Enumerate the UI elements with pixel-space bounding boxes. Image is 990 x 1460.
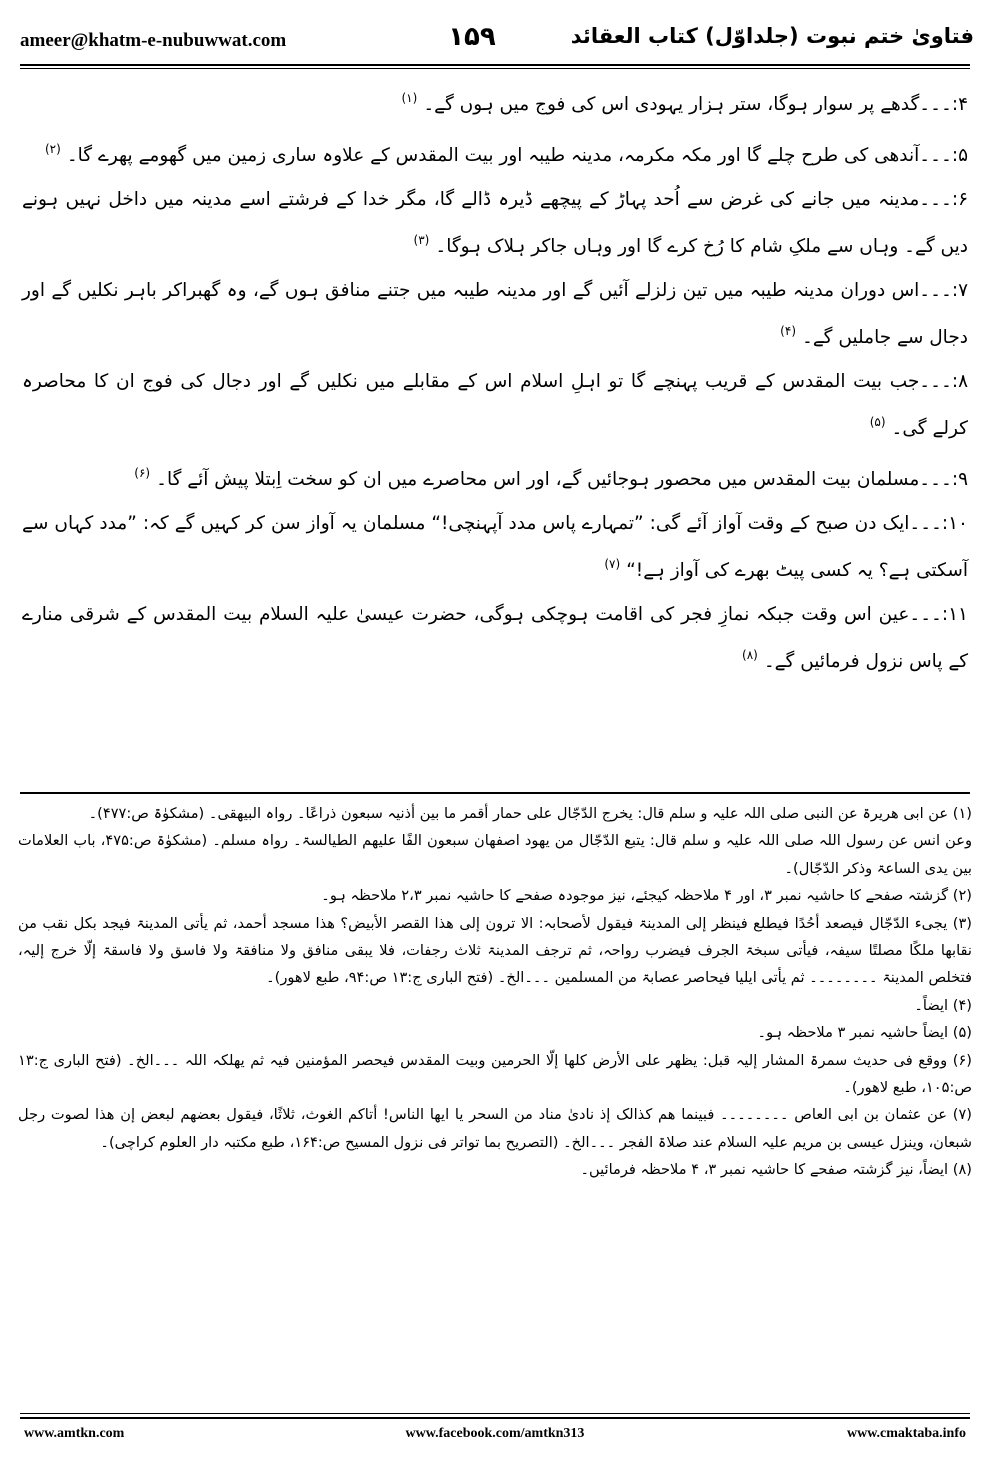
footnote: (۲) گزشتہ صفحے کا حاشیہ نمبر ۳، اور ۴ ملاحظہ کیجئے، نیز موجودہ صفحے کا حاشیہ نمبر ۲،۳ ملاحظہ ہو۔ — [321, 887, 972, 905]
footnote: وعن انس عن رسول اللہ صلی اللہ علیہ و سلم قال: یتبع الدّجّال من یھود اصفھان سبعون الفًا علیھم الطیالسۃ۔ رواہ مسلم۔ (مشکوٰۃ ص:۴۷۵، باب العلامات بین یدی الساعۃ وذکر الدّجّال)۔ — [18, 832, 972, 877]
paragraph — [22, 129, 968, 176]
footnotes — [18, 800, 972, 1184]
paragraph — [22, 504, 968, 591]
footer-link-left[interactable]: www.amtkn.com — [24, 1426, 125, 1441]
footnote-marker: (۶) — [134, 466, 151, 480]
footnote-marker: (۱) — [401, 91, 418, 105]
paragraph-text: ۵:۔۔۔آندھی کی طرح چلے گا اور مکہ مکرمہ، مدینہ طیبہ اور بیت المقدس کے علاوہ ساری زمین میں گھومے پھرے گا۔ — [66, 145, 968, 166]
footnote-marker: (۸) — [742, 648, 758, 662]
paragraph-text: ۱۰:۔۔۔ایک دن صبح کے وقت آواز آئے گی: ”تمہارے پاس مدد آپہنچی!“ مسلمان یہ آواز سن کر کہیں گے کہ: ”مدد کہاں سے آسکتی ہے؟ یہ کسی پیٹ بھرے کی آواز ہے!“ — [22, 513, 968, 581]
footnote-marker: (۵) — [869, 415, 886, 429]
footnote: (۳) یجیء الدّجّال فیصعد أحُدًا فیطلع فینظر إلی المدینۃ فیقول لأصحابہ: الا ترون إلی ھذا القصر الأبیض؟ ھذا مسجد أحمد، ثم یأتی المدینۃ فیجد بکل نقب من نقابھا ملکًا مصلتًا سیفہ، فیأتی سبخۃ الجرف فیضرب رواحہ، ثم ترجف المدینۃ ثلاث رجفات، فلا یبقی منافق ولا منافقۃ ولا فاسق ولا فاسقۃ إلّا خرج إلیہ، فتخلص المدینۃ ۔۔۔۔۔۔۔۔ ثم یأتی ایلیا فیحاصر عصابۃ من المسلمین ۔۔۔الخ۔ (فتح الباری ج:۱۳ ص:۹۴، طبع لاھور)۔ — [18, 914, 972, 987]
paragraph-text: ۱۱:۔۔۔عین اس وقت جبکہ نمازِ فجر کی اقامت ہوچکی ہوگی، حضرت عیسیٰ علیہ السلام بیت المقدس کے شرقی منارے کے پاس نزول فرمائیں گے۔ — [22, 604, 968, 672]
header-rule — [20, 64, 970, 66]
footer-link-right[interactable]: www.cmaktaba.info — [846, 1426, 966, 1441]
paragraph — [22, 453, 968, 500]
paragraph — [22, 78, 968, 125]
main-text — [22, 78, 968, 686]
paragraph — [22, 362, 968, 449]
paragraph-text: ۹:۔۔۔مسلمان بیت المقدس میں محصور ہوجائیں گے، اور اس محاصرے میں ان کو سخت اِبتلا پیش آئے گا۔ — [156, 469, 968, 490]
header-email: ameer@khatm-e-nubuwwat.com — [20, 30, 287, 51]
footnote: (۷) عن عثمان بن ابی العاص ۔۔۔۔۔۔۔۔ فبینما ھم کذالک إذ نادیٰ مناد من السحر یا ایھا الناس! أتاکم الغوث، ثلاثًا، فیقول بعضھم لبعض إن ھذا لصوت رجل شبعان، وینزل عیسی بن مریم علیہ السلام عند صلاۃ الفجر ۔۔۔الخ۔ (التصریح بما تواتر فی نزول المسیح ص:۱۶۴، طبع مکتبہ دار العلوم کراچی)۔ — [18, 1106, 972, 1151]
page-footer — [20, 1426, 970, 1448]
footnote: (۱) عن ابی ھریرۃ عن النبی صلی اللہ علیہ و سلم قال: یخرج الدّجّال علی حمار أقمر ما بین أذنیہ سبعون ذراعًا۔ رواہ البیھقی۔ (مشکوٰۃ ص:۴۷۷)۔ — [88, 805, 972, 822]
footer-rule-thin — [20, 1413, 970, 1414]
page-number: ۱۵۹ — [448, 22, 496, 52]
paragraph-text: ۷:۔۔۔اس دوران مدینہ طیبہ میں تین زلزلے آئیں گے اور مدینہ طیبہ میں جتنے منافق ہوں گے، وہ گھبراکر باہر نکلیں گے اور دجال سے جاملیں گے۔ — [22, 280, 968, 348]
paragraph — [22, 180, 968, 267]
footnote-marker: (۷) — [604, 557, 621, 571]
footnote: (۶) ووقع فی حدیث سمرۃ المشار إلیہ قبل: یظھر علی الأرض کلھا إلّا الحرمین وبیت المقدس فیحصر المؤمنین فیہ ثم یھلکہ اللہ ۔۔۔الخ۔ (فتح الباری ج:۱۳ ص:۱۰۵، طبع لاھور)۔ — [18, 1051, 972, 1097]
page-header — [12, 22, 978, 60]
paragraph-text: ۴:۔۔۔گدھے پر سوار ہوگا، ستر ہزار یہودی اس کی فوج میں ہوں گے۔ — [423, 94, 968, 115]
paragraph-text: ۶:۔۔۔مدینہ میں جانے کی غرض سے اُحد پہاڑ کے پیچھے ڈیرہ ڈالے گا، مگر خدا کے فرشتے اسے مدینہ میں داخل نہیں ہونے دیں گے۔ وہاں سے ملکِ شام کا رُخ کرے گا اور وہاں جاکر ہلاک ہوگا۔ — [22, 189, 968, 257]
footnote-marker: (۳) — [413, 233, 430, 247]
paragraph — [22, 595, 968, 682]
footnote-marker: (۴) — [780, 324, 796, 338]
footnote: (۴) ایضاً۔ — [914, 996, 972, 1014]
footnote-separator — [20, 792, 970, 794]
footnote-marker: (۲) — [44, 142, 61, 156]
footnote: (۸) ایضاً، نیز گزشتہ صفحے کا حاشیہ نمبر ۳، ۴ ملاحظہ فرمائیں۔ — [580, 1161, 972, 1179]
footer-rule — [20, 1417, 970, 1419]
header-rule-thin — [20, 68, 970, 69]
footer-link-center[interactable]: www.facebook.com/amtkn313 — [405, 1426, 585, 1441]
paragraph-text: ۸:۔۔۔جب بیت المقدس کے قریب پہنچے گا تو اہلِ اسلام اس کے مقابلے میں نکلیں گے اور دجال کی فوج ان کا محاصرہ کرلے گی۔ — [22, 371, 968, 439]
footnote: (۵) ایضاً حاشیہ نمبر ۳ ملاحظہ ہو۔ — [757, 1024, 972, 1042]
book-title: فتاویٰ ختم نبوت (جلداوّل) کتاب العقائد — [570, 24, 974, 48]
paragraph — [22, 271, 968, 358]
